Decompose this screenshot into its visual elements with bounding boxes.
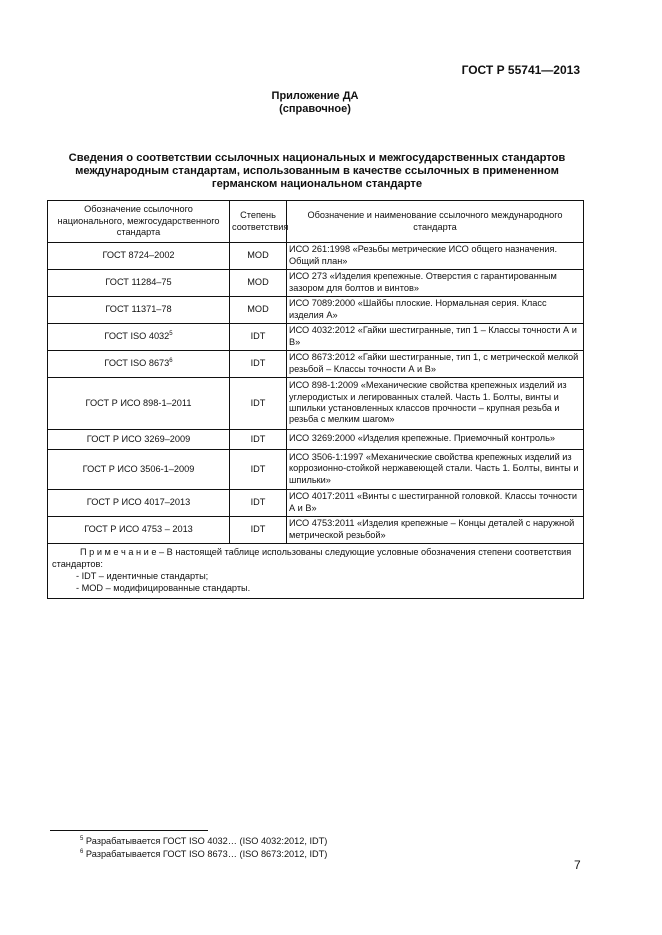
national-standard-code: ГОСТ 8724–2002 [102, 250, 175, 261]
national-standard-code: ГОСТ Р ИСО 3269–2009 [86, 433, 191, 444]
degree-cell: MOD [230, 270, 287, 297]
header-degree: Степень соответствия [230, 201, 287, 243]
national-standard-code: ГОСТ Р ИСО 898-1–2011 [85, 397, 192, 408]
table-note [48, 544, 584, 599]
table-row [48, 490, 584, 517]
footnote-text: Разрабатывается ГОСТ ISO 4032… (ISO 4032:2012, IDT) [85, 836, 328, 846]
national-standard-code: ГОСТ ISO 8673 [104, 358, 170, 369]
national-standard-code: ГОСТ 11371–78 [105, 304, 172, 315]
table-row [48, 378, 584, 430]
note-item-mod: - MOD – модифицированные стандарты. [76, 583, 251, 593]
table-row [48, 517, 584, 544]
national-standard-cell [48, 430, 230, 450]
degree-cell: IDT [230, 378, 287, 430]
national-standard-code: ГОСТ 11284–75 [105, 277, 172, 288]
note-text [52, 546, 579, 570]
national-standard-code: ГОСТ Р ИСО 4753 – 2013 [84, 524, 193, 535]
table-row [48, 450, 584, 490]
table-row [48, 270, 584, 297]
footnote-number: 6 [80, 848, 84, 855]
table-row [48, 297, 584, 324]
degree-cell: IDT [230, 324, 287, 351]
correspondence-table [47, 200, 584, 599]
international-standard-cell: ИСО 7089:2000 «Шайбы плоские. Нормальная серия. Класс изделия А» [287, 297, 584, 324]
national-standard-code: ГОСТ Р ИСО 3506-1–2009 [82, 463, 195, 474]
national-standard-cell [48, 270, 230, 297]
degree-cell: IDT [230, 351, 287, 378]
table-row [48, 324, 584, 351]
national-standard-code: ГОСТ ISO 4032 [104, 331, 170, 342]
note-item-idt: - IDT – идентичные стандарты; [76, 571, 209, 581]
annex-heading [0, 90, 630, 116]
document-code: ГОСТ Р 55741—2013 [461, 63, 580, 77]
national-standard-cell [48, 517, 230, 544]
international-standard-cell: ИСО 4753:2011 «Изделия крепежные – Концы деталей с наружной метрической резьбой» [287, 517, 584, 544]
international-standard-cell: ИСО 3506-1:1997 «Механические свойства крепежных изделий из коррозионно-стойкой нержавеющей стали. Часть 1. Болты, винты и шпильки» [287, 450, 584, 490]
international-standard-cell: ИСО 261:1998 «Резьбы метрические ИСО общего назначения. Общий план» [287, 243, 584, 270]
degree-cell: IDT [230, 430, 287, 450]
international-standard-cell: ИСО 4017:2011 «Винты с шестигранной головкой. Классы точности А и В» [287, 490, 584, 517]
national-standard-cell [48, 243, 230, 270]
note-body: – В настоящей таблице использованы следующие условные обозначения степени соответствия стандартов: [52, 547, 572, 569]
document-title: Сведения о соответствии ссылочных национальных и межгосударственных стандартов международным стандартам, использованным в качестве ссылочных в примененном германском национальном стандарте [68, 152, 566, 190]
degree-cell: MOD [230, 297, 287, 324]
header-international-standard: Обозначение и наименование ссылочного международного стандарта [287, 201, 584, 243]
international-standard-cell: ИСО 3269:2000 «Изделия крепежные. Приемочный контроль» [287, 430, 584, 450]
header-national-standard: Обозначение ссылочного национального, межгосударственного стандарта [48, 201, 230, 243]
table-row [48, 430, 584, 450]
annex-title: Приложение ДА [271, 90, 359, 102]
footnote-separator [50, 830, 208, 831]
footnote-number: 5 [80, 835, 84, 842]
national-standard-cell [48, 378, 230, 430]
table-header-row [48, 201, 584, 243]
degree-cell: IDT [230, 450, 287, 490]
footnote-ref: 5 [169, 331, 173, 338]
table-note-row [48, 544, 584, 599]
international-standard-cell: ИСО 8673:2012 «Гайки шестигранные, тип 1, с метрической мелкой резьбой – Классы точности А и В» [287, 351, 584, 378]
degree-cell: MOD [230, 243, 287, 270]
table-row [48, 243, 584, 270]
national-standard-cell [48, 490, 230, 517]
international-standard-cell: ИСО 273 «Изделия крепежные. Отверстия с гарантированным зазором для болтов и винтов» [287, 270, 584, 297]
note-label: П р и м е ч а н и е [80, 547, 157, 557]
national-standard-cell [48, 450, 230, 490]
international-standard-cell: ИСО 898-1:2009 «Механические свойства крепежных изделий из углеродистых и легированных сталей. Часть 1. Болты, винты и шпильки установленных классов прочности – крупная резьба и резьба с мелким шагом» [287, 378, 584, 430]
annex-subtitle: (справочное) [279, 103, 351, 115]
national-standard-cell [48, 324, 230, 351]
national-standard-code: ГОСТ Р ИСО 4017–2013 [86, 497, 191, 508]
footnote-6 [80, 849, 327, 860]
page-number: 7 [574, 858, 581, 872]
table-row [48, 351, 584, 378]
national-standard-cell [48, 351, 230, 378]
degree-cell: IDT [230, 490, 287, 517]
national-standard-cell [48, 297, 230, 324]
footnote-text: Разрабатывается ГОСТ ISO 8673… (ISO 8673:2012, IDT) [85, 849, 328, 859]
footnote-5 [80, 836, 327, 847]
international-standard-cell: ИСО 4032:2012 «Гайки шестигранные, тип 1 – Классы точности А и В» [287, 324, 584, 351]
degree-cell: IDT [230, 517, 287, 544]
footnote-ref: 6 [169, 358, 173, 365]
